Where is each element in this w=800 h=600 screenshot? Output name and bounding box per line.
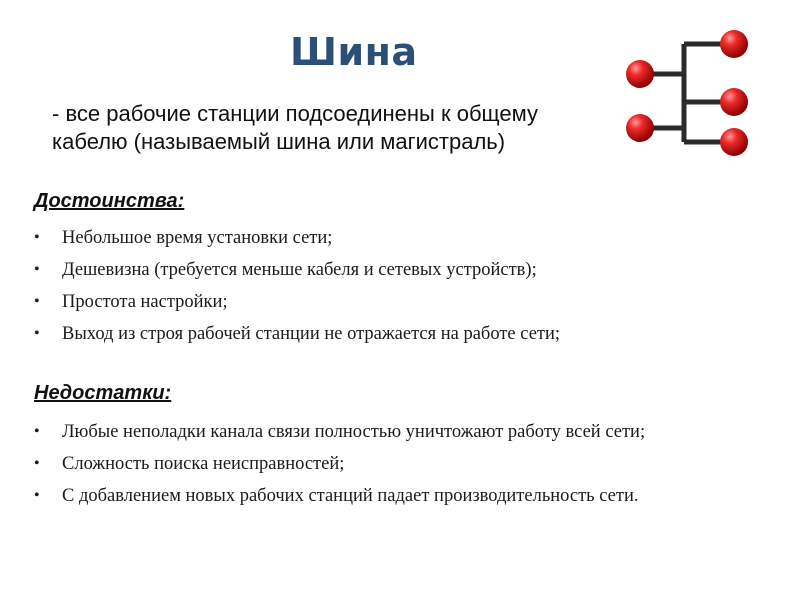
workstation-node <box>720 88 748 116</box>
list-item: • Выход из строя рабочей станции не отражается на работе сети; <box>34 318 560 350</box>
workstation-node <box>626 60 654 88</box>
list-item: • Любые неполадки канала связи полностью уничтожают работу всей сети; <box>34 416 645 448</box>
list-item: • Дешевизна (требуется меньше кабеля и сетевых устройств); <box>34 254 560 286</box>
list-item: • Небольшое время установки сети; <box>34 222 560 254</box>
advantages-heading: Достоинства: <box>34 190 185 212</box>
list-item: • Простота настройки; <box>34 286 560 318</box>
workstation-node <box>720 30 748 58</box>
list-item: • С добавлением новых рабочих станций падает производительность сети. <box>34 480 645 512</box>
bus-cable <box>640 44 734 142</box>
advantages-list <box>34 222 560 350</box>
workstation-node <box>626 114 654 142</box>
slide-subtitle: - все рабочие станции подсоединены к общему кабелю (называемый шина или магистраль) <box>52 101 539 154</box>
workstation-node <box>720 128 748 156</box>
bus-topology-icon <box>612 22 782 182</box>
disadvantages-heading: Недостатки: <box>34 382 172 404</box>
slide-title: Шина <box>290 30 418 74</box>
disadvantages-list <box>34 416 645 512</box>
list-item: • Сложность поиска неисправностей; <box>34 448 645 480</box>
